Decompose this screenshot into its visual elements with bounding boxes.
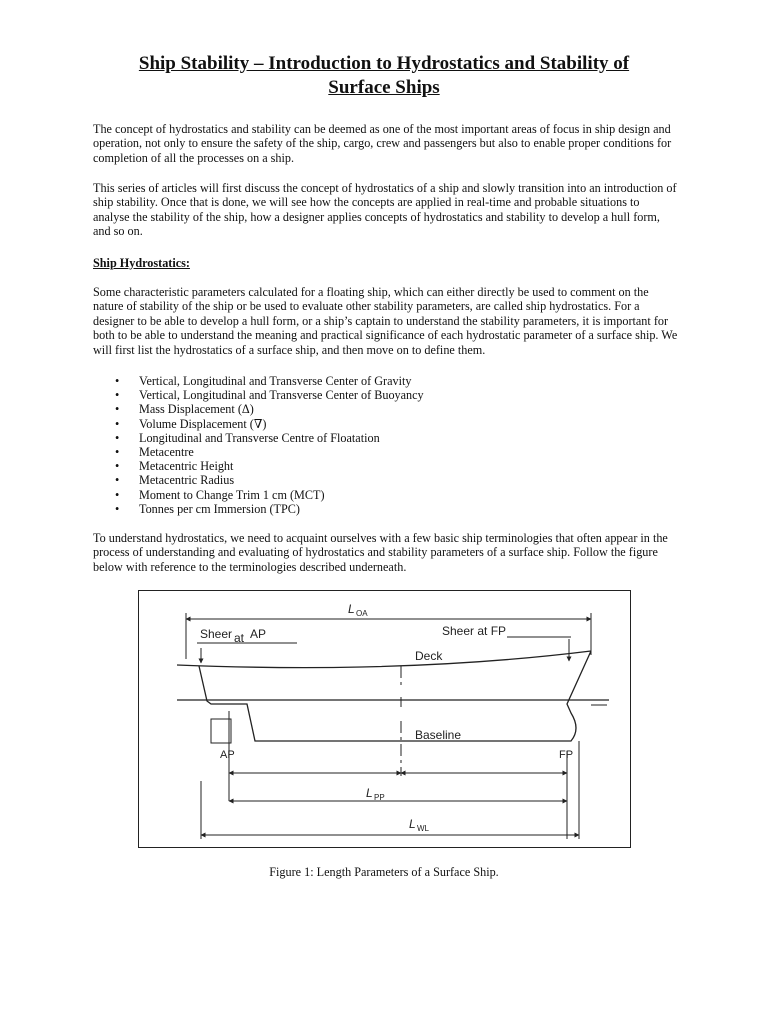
lwl-subscript: WL — [417, 824, 429, 833]
title-line-2: Surface Ships — [328, 77, 440, 98]
bullet-icon: • — [115, 501, 120, 516]
loa-label: L — [348, 602, 355, 616]
sheer-ap-point: AP — [250, 627, 267, 641]
fp-label: FP — [559, 749, 574, 761]
terminology-paragraph: To understand hydrostatics, we need to acquaint ourselves with a few basic ship terminologies that often appear in the process of understanding and evaluating of hydrostatics and stability parameters of a surface ship. Follow the figure below with reference to the terminologies described underneath. — [93, 531, 668, 574]
bullet-icon: • — [115, 416, 120, 431]
title-line-1: Ship Stability – Introduction to Hydrostatics and Stability of — [138, 53, 630, 74]
series-paragraph: This series of articles will first discuss the concept of hydrostatics of a ship and slowly transition into an introduction of ship stability. Once that is done, we will see how the concepts are applied in real-time and probable situations to analyse the stability of the ship, how a designer applies concepts of hydrostatics and stability to develop a hull form, and so on. — [93, 181, 677, 239]
bullet-icon: • — [115, 388, 120, 403]
hull-outline — [199, 651, 591, 741]
baseline-label: Baseline — [415, 728, 462, 742]
bullet-icon: • — [115, 430, 120, 445]
bullet-icon: • — [115, 473, 120, 488]
ap-label: AP — [220, 749, 235, 761]
deck-line — [177, 651, 591, 668]
sheer-fp-label: Sheer at FP — [442, 624, 507, 638]
ship-length-figure — [138, 590, 631, 848]
document-page: Ship Stability – Introduction to Hydrostatics and Stability of Surface Ships The concept of hydrostatics and stability can be deemed as one of the most important areas of focus in ship design and operation, not only to ensure the safety of the ship, cargo, crew and passengers but also to enable proper conditions for completion of all the processes on a ship. This series of articles will first discuss the concept of hydrostatics of a ship and slowly transition into an introduction of ship stability. Once that is done, we will see how the concepts are applied in real-time and probable situations to analyse the stability of the ship, how a designer applies concepts of hydrostatics and stability to develop a hull form, and so on. Ship Hydrostatics: Some characteristic parameters calculated for a floating ship, which can either directly be used to comment on the nature of stability of the ship or be used to evaluate other stability parameters, are called ship hydrostatics. For a designer to be able to develop a hull form, or a ship’s captain to understand the stability parameters, it is important for both to be able to understand the meaning and practical significance of each hydrostatic parameter of a surface ship. We will first list the hydrostatics of a surface ship, and then move on to define them. • Vertical, Longitudinal and Transverse Center of Gravity • Vertical, Longitudinal and Transverse Center of Buoyancy • Mass Displacement (Δ) • Volume Displacement (∇) • Longitudinal and Transverse Centre of Floatation • Metacentre • Metacentric Height • Metacentric Radius • Moment to Change Trim 1 cm (MCT) • Tonnes per cm Immersion (TPC) To understand hydrostatics, we need to acquaint ourselves with a few basic ship terminologies that often appear in the process of understanding and evaluating of hydrostatics and stability parameters of a surface ship. Follow the figure below with reference to the terminologies described underneath. L OA Sheer at AP Sheer at FP Deck Baseline AP FP L PP L WL Figure 1: Length Parameters of a Surface Ship. — [0, 0, 768, 1024]
loa-subscript: OA — [356, 609, 368, 618]
lwl-label: L — [409, 817, 416, 831]
section-heading-ship-hydrostatics: Ship Hydrostatics: — [93, 256, 190, 270]
bullet-icon: • — [115, 444, 120, 459]
sheer-ap-label: Sheer — [200, 627, 233, 641]
figure-caption: Figure 1: Length Parameters of a Surface Ship. — [269, 865, 499, 879]
bullet-icon: • — [115, 402, 120, 417]
ship-diagram — [139, 591, 632, 849]
rudder — [211, 719, 231, 743]
document-title — [90, 52, 678, 100]
hydrostatics-paragraph: Some characteristic parameters calculated for a floating ship, which can either directly be used to comment on the nature of stability of the ship or be used to evaluate other stability parameters, are called ship hydrostatics. For a designer to be able to develop a hull form, or a ship’s captain to understand the stability parameters, it is important for both to be able to understand the meaning and practical significance of each hydrostatic parameter of a surface ship. We will first list the hydrostatics of a surface ship, and then move on to define them. — [93, 285, 678, 357]
bullet-icon: • — [115, 459, 120, 474]
deck-label: Deck — [415, 649, 443, 663]
bullet-icon: • — [115, 487, 120, 502]
lpp-label: L — [366, 786, 373, 800]
intro-paragraph: The concept of hydrostatics and stability can be deemed as one of the most important areas of focus in ship design and operation, not only to ensure the safety of the ship, cargo, crew and passengers but also to enable proper conditions for completion of all the processes on a ship. — [93, 122, 672, 165]
bullet-icon: • — [115, 374, 120, 388]
lpp-subscript: PP — [374, 793, 385, 802]
sheer-ap-at: at — [234, 631, 245, 645]
